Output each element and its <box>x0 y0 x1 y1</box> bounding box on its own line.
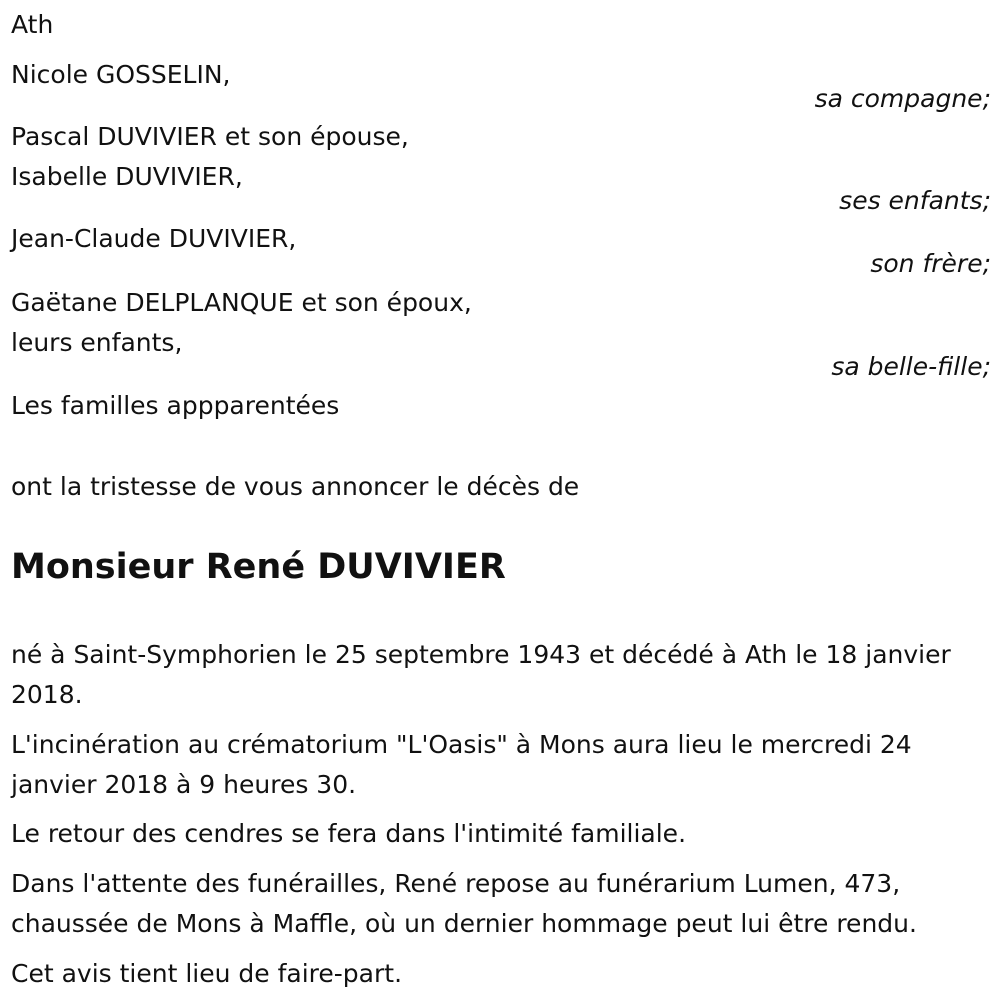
family-name-line: Jean-Claude DUVIVIER, <box>11 224 297 253</box>
family-name-line: Gaëtane DELPLANQUE et son époux, <box>11 288 472 317</box>
location-text: Ath <box>11 10 54 39</box>
deceased-name-heading: Monsieur René DUVIVIER <box>11 547 506 587</box>
family-name-line: Nicole GOSSELIN, <box>11 60 231 89</box>
family-role-frere: son frère; <box>870 249 991 278</box>
family-name-line: Pascal DUVIVIER et son épouse, <box>11 122 409 151</box>
funerarium-paragraph: Dans l'attente des funérailles, René repose au funérarium Lumen, 473, chaussée de Mons à Maffle, où un dernier hommage peut lui être rendu. <box>11 869 917 938</box>
family-name-line: Les familles appparentées <box>11 391 340 420</box>
family-name-line: leurs enfants, <box>11 328 183 357</box>
cremation-paragraph: L'incinération au crématorium "L'Oasis" à Mons aura lieu le mercredi 24 janvier 2018 à 9 heures 30. <box>11 730 912 799</box>
family-role-compagne: sa compagne; <box>814 84 991 113</box>
family-role-belle-fille: sa belle-fille; <box>831 352 991 381</box>
announcement-text: ont la tristesse de vous annoncer le décès de <box>11 472 580 501</box>
birth-death-paragraph: né à Saint-Symphorien le 25 septembre 1943 et décédé à Ath le 18 janvier 2018. <box>11 640 951 709</box>
family-role-enfants: ses enfants; <box>839 186 991 215</box>
ashes-paragraph: Le retour des cendres se fera dans l'intimité familiale. <box>11 819 687 848</box>
faire-part-paragraph: Cet avis tient lieu de faire-part. <box>11 959 403 988</box>
family-name-line: Isabelle DUVIVIER, <box>11 162 243 191</box>
